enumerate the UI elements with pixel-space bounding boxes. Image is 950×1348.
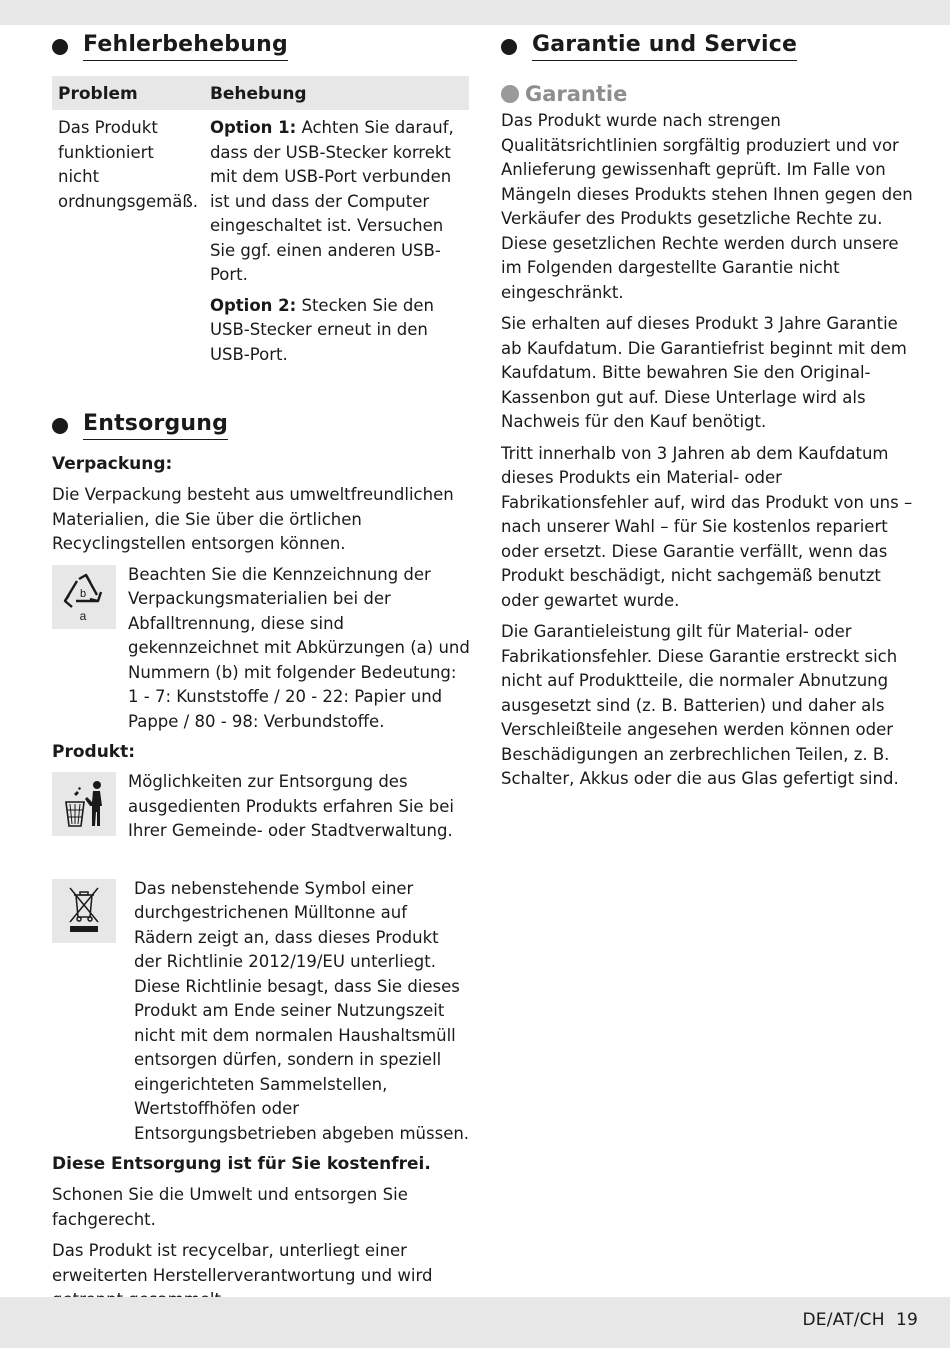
table-row [52, 110, 469, 373]
recycling-symbol-icon [52, 565, 116, 629]
troubleshooting-table [52, 76, 469, 373]
right-column [501, 32, 913, 792]
warranty-subheading-text: Garantie [525, 82, 628, 106]
troubleshooting-heading-text: Fehlerbehebung [83, 32, 288, 61]
packaging-heading: Verpackung: [52, 454, 173, 474]
recycle-row [52, 563, 470, 735]
disposal-heading-text: Entsorgung [83, 411, 228, 440]
left-column [52, 32, 470, 1313]
troubleshooting-heading [52, 32, 470, 61]
page-footer [803, 1310, 919, 1330]
footer-band [0, 1297, 950, 1348]
packaging-text: Die Verpackung besteht aus umweltfreundlichen Materialien, die Sie über die örtlichen Recyclingstellen entsorgen können. [52, 485, 454, 553]
column-header-solution: Behebung [204, 76, 469, 110]
locale-label: DE/AT/CH [802, 1310, 885, 1330]
warranty-service-heading-text: Garantie und Service [532, 32, 797, 61]
free-disposal-note: Diese Entsorgung ist für Sie kostenfrei. [52, 1154, 431, 1174]
trash-row [52, 770, 470, 844]
recycle-text: Beachten Sie die Kennzeichnung der Verpackungsmaterialien bei der Abfalltrennung, diese sind gekennzeichnet mit Abkürzungen (a) und Nummern (b) mit folgender Bedeutung: 1 - 7: Kunststoffe / 20 - 22: Papier und Pappe / 80 - 98: Verbundstoffe. [128, 564, 470, 731]
bullet-icon [52, 39, 68, 55]
warranty-subheading [501, 81, 913, 107]
recycle-icon-b: b [79, 587, 87, 600]
bullet-icon [52, 418, 68, 434]
environment-text: Schonen Sie die Umwelt und entsorgen Sie fachgerecht. [52, 1185, 408, 1229]
product-heading: Produkt: [52, 742, 136, 762]
option-2-text: Stecken Sie den USB-Stecker erneut in den USB-Port. [209, 295, 435, 364]
trash-disposal-icon [52, 772, 116, 836]
recyclable-text: Das Produkt ist recycelbar, unterliegt einer erweiterten Herstellerverantwortung und wird [52, 1241, 433, 1285]
option-1-text: Achten Sie darauf, dass der USB-Stecker korrekt mit dem USB-Port verbunden ist und dass der Computer eingeschaltet ist. Versuchen Sie ggf. einen anderen USB-Port. [209, 118, 454, 284]
warranty-paragraph: Sie erhalten auf dieses Produkt 3 Jahre Garantie ab Kaufdatum. Die Garantiefrist beginnt mit dem Kaufdatum. Bitte bewahren Sie den Original-Kassenbon gut auf. Diese Unterlage wird als Nachweis für den Kauf benötigt. [501, 314, 907, 431]
top-band [0, 0, 950, 25]
recycle-icon-a: a [79, 608, 87, 623]
warranty-service-heading [501, 32, 913, 61]
option-2 [210, 294, 463, 368]
option-1 [210, 116, 463, 288]
table-header-row [52, 76, 469, 110]
warranty-paragraph: Die Garantieleistung gilt für Material- oder Fabrikationsfehler. Diese Garantie erstreckt sich nicht auf Produktteile, die normaler Abnutzung ausgesetzt sind (z. B. Batterien) und daher als Verschleißteile angesehen werden können oder Beschädigungen an zerbrechlichen Teilen, z. B. Schalter, Akkus oder die aus Glas gefertigt sind. [501, 622, 899, 788]
page-number: 19 [895, 1310, 918, 1330]
warranty-paragraph: Das Produkt wurde nach strengen Qualitätsrichtlinien sorgfältig produziert und vor Anlieferung gewissenhaft geprüft. Im Falle von Mängeln dieses Produkts stehen Ihnen gegen den Verkäufer des Produkts gesetzliche Rechte zu. Diese gesetzlichen Rechte werden durch unsere im Folgenden dargestellte Garantie nicht eingeschränkt. [501, 111, 913, 302]
solution-cell [204, 110, 469, 373]
trash-text: Möglichkeiten zur Entsorgung des ausgedienten Produkts erfahren Sie bei Ihrer Gemeinde- oder Stadtverwaltung. [128, 772, 455, 840]
problem-cell: Das Produkt funktioniert nicht ordnungsgemäß. [58, 118, 198, 211]
bullet-icon [501, 39, 517, 55]
option-2-label: Option 2: [209, 295, 297, 315]
column-header-problem: Problem [52, 76, 204, 110]
grey-bullet-icon [501, 85, 519, 103]
weee-row [52, 877, 470, 1147]
weee-text: Das nebenstehende Symbol einer durchgestrichenen Mülltonne auf Rädern zeigt an, dass dieses Produkt der Richtlinie 2012/19/EU unterliegt. Diese Richtlinie besagt, dass Sie dieses Produkt am Ende seiner Nutzungszeit nicht mit dem normalen Haushaltsmüll entsorgen dürfen, sondern in speziell eingerichteten Sammelstellen, Wertstoffhöfen oder Entsorgungsbetrieben abgeben müssen. [134, 878, 470, 1143]
option-1-label: Option 1: [209, 118, 297, 137]
crossed-out-wheelie-bin-icon [52, 879, 116, 943]
warranty-paragraph: Tritt innerhalb von 3 Jahren ab dem Kaufdatum dieses Produkts ein Material- oder Fabrikationsfehler auf, wird das Produkt von uns – nach unserer Wahl – für Sie kostenlos repariert oder ersetzt. Diese Garantie verfällt, wenn das Produkt beschädigt, nicht sachgemäß benutzt oder gewartet wurde. [501, 443, 913, 610]
disposal-heading [52, 411, 470, 440]
